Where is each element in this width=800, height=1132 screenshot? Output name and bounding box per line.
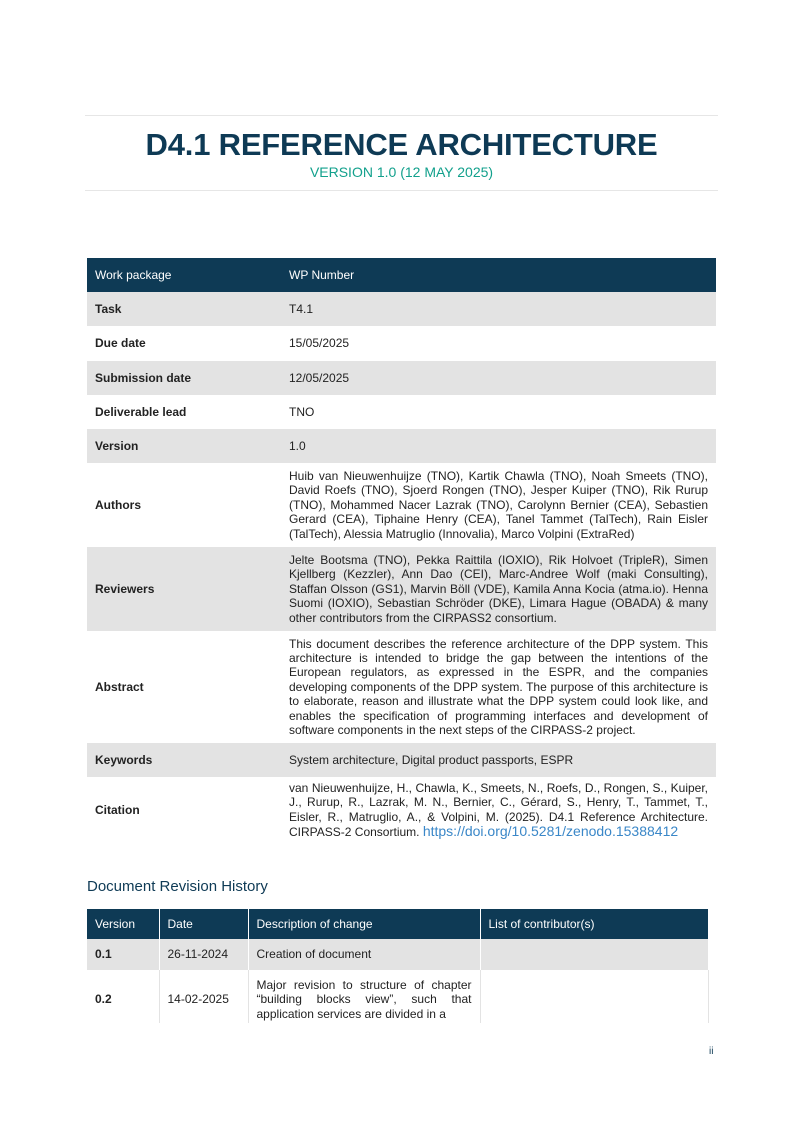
label-task: Task <box>87 292 281 326</box>
column-header-description: Description of change <box>248 909 480 939</box>
value-version: 1.0 <box>281 429 716 463</box>
header-cell-wp-number: WP Number <box>281 258 716 292</box>
table-row <box>87 939 709 970</box>
revision-contributors <box>480 939 709 970</box>
revision-history-table-container <box>87 909 709 1023</box>
revision-history-heading: Document Revision History <box>87 878 268 895</box>
revision-version: 0.1 <box>87 939 159 970</box>
row-keywords <box>87 743 716 777</box>
row-authors <box>87 463 716 547</box>
revision-description: Major revision to structure of chapter “building blocks view”, such that application services are divided in a <box>248 970 480 1023</box>
metadata-header-row <box>87 258 716 292</box>
row-deliverable-lead <box>87 395 716 429</box>
value-abstract: This document describes the reference architecture of the DPP system. This architecture is intended to bridge the gap between the intentions of the European regulators, as expressed in the ESPR, and the companies developing components of the DPP system. The purpose of this architecture is to elaborate, reason and illustrate what the DPP system could look like, and enables the specification of programming interfaces and development of software components in the next steps of the CIRPASS-2 project. <box>281 631 716 743</box>
label-abstract: Abstract <box>87 631 281 743</box>
header-cell-work-package: Work package <box>87 258 281 292</box>
row-submission-date <box>87 361 716 395</box>
value-authors: Huib van Nieuwenhuijze (TNO), Kartik Chawla (TNO), Noah Smeets (TNO), David Roefs (TNO), Sjoerd Rongen (TNO), Jesper Kuiper (TNO), Rik Rurup (TNO), Mohammed Nacer Lazrak (TNO), Carolynn Bernier (CEA), Sebastien Gerard (CEA), Tiphaine Henry (CEA), Tanel Tammet (TalTech), Rain Eisler (TalTech), Alessia Matruglio (Innovalia), Marco Volpini (ExtraRed) <box>281 463 716 547</box>
value-due-date: 15/05/2025 <box>281 326 716 361</box>
value-citation <box>281 777 716 844</box>
value-deliverable-lead: TNO <box>281 395 716 429</box>
label-deliverable-lead: Deliverable lead <box>87 395 281 429</box>
row-task <box>87 292 716 326</box>
column-header-version: Version <box>87 909 159 939</box>
label-submission-date: Submission date <box>87 361 281 395</box>
revision-contributors <box>480 970 709 1023</box>
revision-date: 14-02-2025 <box>159 970 248 1023</box>
doi-link[interactable]: https://doi.org/10.5281/zenodo.15388412 <box>422 823 679 840</box>
document-version: VERSION 1.0 (12 MAY 2025) <box>309 164 494 180</box>
revision-description: Creation of document <box>248 939 480 970</box>
page-number: ii <box>709 1046 714 1057</box>
label-due-date: Due date <box>87 326 281 361</box>
revision-header-row <box>87 909 709 939</box>
revision-date: 26-11-2024 <box>159 939 248 970</box>
metadata-table <box>87 258 716 844</box>
revision-version: 0.2 <box>87 970 159 1023</box>
title-block <box>85 115 718 191</box>
label-authors: Authors <box>87 463 281 547</box>
document-title: D4.1 REFERENCE ARCHITECTURE <box>145 127 658 162</box>
row-abstract <box>87 631 716 743</box>
row-due-date <box>87 326 716 361</box>
value-reviewers: Jelte Bootsma (TNO), Pekka Raittila (IOXIO), Rik Holvoet (TripleR), Simen Kjellberg (Kezzler), Ann Dao (CEI), Marc-Andree Wolf (maki Consulting), Staffan Olsson (GS1), Marvin Böll (VDE), Kamila Anna Kocia (atma.io). Henna Suomi (IOXIO), Sebastian Schröder (DKE), Limara Hague (OBADA) & many other contributors from the CIRPASS2 consortium. <box>281 547 716 631</box>
column-header-date: Date <box>159 909 248 939</box>
label-keywords: Keywords <box>87 743 281 777</box>
row-version <box>87 429 716 463</box>
label-version: Version <box>87 429 281 463</box>
citation-text: van Nieuwenhuijze, H., Chawla, K., Smeets, N., Roefs, D., Rongen, S., Kuiper, J., Rurup, R., Lazrak, M. N., Bernier, C., Gérard, S., Henry, T., Tammet, T., Eisler, R., Matruglio, A., & Volpini, M. (2025). D4.1 Reference Architecture. CIRPASS-2 Consortium. <box>289 781 708 840</box>
label-reviewers: Reviewers <box>87 547 281 631</box>
column-header-contributors: List of contributor(s) <box>480 909 709 939</box>
table-row <box>87 970 709 1023</box>
value-submission-date: 12/05/2025 <box>281 361 716 395</box>
value-task: T4.1 <box>281 292 716 326</box>
label-citation: Citation <box>87 777 281 844</box>
row-reviewers <box>87 547 716 631</box>
value-keywords: System architecture, Digital product passports, ESPR <box>281 743 716 777</box>
row-citation <box>87 777 716 844</box>
revision-history-table <box>87 909 709 1023</box>
